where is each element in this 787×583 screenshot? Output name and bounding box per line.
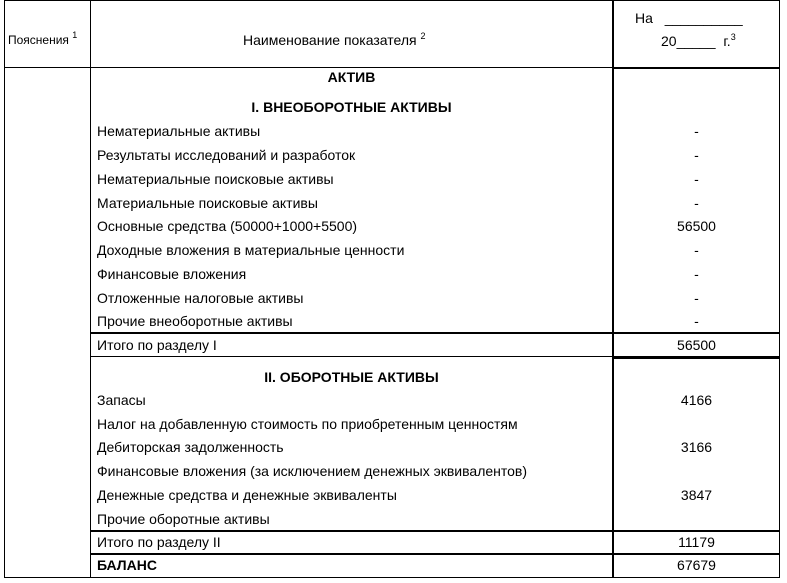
row-value: 56500 (677, 337, 716, 353)
table-row (90, 239, 780, 262)
row-value: 4166 (680, 392, 713, 408)
row-label: Доходные вложения в материальные ценности (97, 242, 405, 258)
row-value: - (694, 171, 699, 187)
header-date-prefix: На (635, 10, 653, 26)
table-row (90, 460, 780, 483)
header-notes-sup: 1 (72, 30, 78, 40)
header-notes-cell (4, 0, 90, 67)
section2-title: II. ОБОРОТНЫЕ АКТИВЫ (264, 369, 439, 385)
header-notes-label: Пояснения (8, 33, 69, 47)
table-bottom-border (4, 577, 780, 578)
row-label: Дебиторская задолженность (97, 439, 284, 455)
row-value: - (694, 242, 699, 258)
header-year-sup: 3 (730, 32, 736, 42)
header-date-cell (613, 0, 780, 67)
table-row (90, 263, 780, 286)
table-row (90, 389, 780, 412)
row-label: Денежные средства и денежные эквиваленты (97, 487, 397, 503)
row-label: Основные средства (50000+1000+5500) (97, 218, 358, 234)
table-row (90, 192, 780, 215)
header-year-line: _____ (676, 33, 716, 49)
row-label: Материальные поисковые активы (97, 195, 318, 211)
row-label: Итого по разделу I (97, 337, 217, 353)
section2-total-row (90, 531, 780, 554)
table-row (90, 436, 780, 459)
section1-title: I. ВНЕОБОРОТНЫЕ АКТИВЫ (251, 99, 452, 115)
row-value: 56500 (677, 218, 716, 234)
row-label: Налог на добавленную стоимость по приобретенным ценностям (97, 416, 518, 432)
row-label: Финансовые вложения (97, 266, 247, 282)
row-label: Прочие внеоборотные активы (97, 313, 293, 329)
table-row (90, 215, 780, 238)
row-value: 3166 (680, 439, 713, 455)
row-value: - (694, 123, 699, 139)
table-row (90, 413, 780, 436)
header-date-line: __________ (664, 10, 743, 26)
balance-row (90, 554, 780, 577)
row-label: Результаты исследований и разработок (97, 147, 356, 163)
value-column-section2-rule (613, 357, 780, 359)
assets-title: АКТИВ (327, 69, 376, 85)
row-value: - (694, 266, 699, 282)
row-value: - (694, 313, 699, 329)
header-name-cell (90, 0, 613, 67)
row-label: Итого по разделу II (97, 534, 221, 550)
row-label: Нематериальные поисковые активы (97, 171, 334, 187)
row-label: Отложенные налоговые активы (97, 290, 304, 306)
table-row (90, 508, 780, 531)
header-year-prefix: 20 (661, 33, 677, 49)
table-row (90, 144, 780, 167)
row-label: Прочие оборотные активы (97, 511, 270, 527)
header-name-label: Наименование показателя (243, 32, 417, 48)
balance-label: БАЛАНС (97, 557, 157, 573)
row-value: - (694, 147, 699, 163)
value-column-top-rule (613, 67, 780, 69)
row-value: - (694, 195, 699, 211)
row-value: - (694, 290, 699, 306)
row-label: Нематериальные активы (97, 123, 261, 139)
row-label: Запасы (97, 392, 146, 408)
table-row (90, 484, 780, 507)
header-name-sup: 2 (420, 31, 426, 41)
balance-value: 67679 (677, 557, 716, 573)
row-label: Финансовые вложения (за исключением денежных эквивалентов) (97, 463, 528, 479)
table-row (90, 168, 780, 191)
table-row (90, 120, 780, 143)
header-year-suffix: г. (723, 33, 731, 49)
table-row (90, 287, 780, 310)
table-row (90, 310, 780, 333)
row-value: 3847 (680, 487, 713, 503)
section1-total-row (90, 334, 780, 357)
row-value: 11179 (678, 534, 715, 550)
left-border (4, 0, 5, 578)
